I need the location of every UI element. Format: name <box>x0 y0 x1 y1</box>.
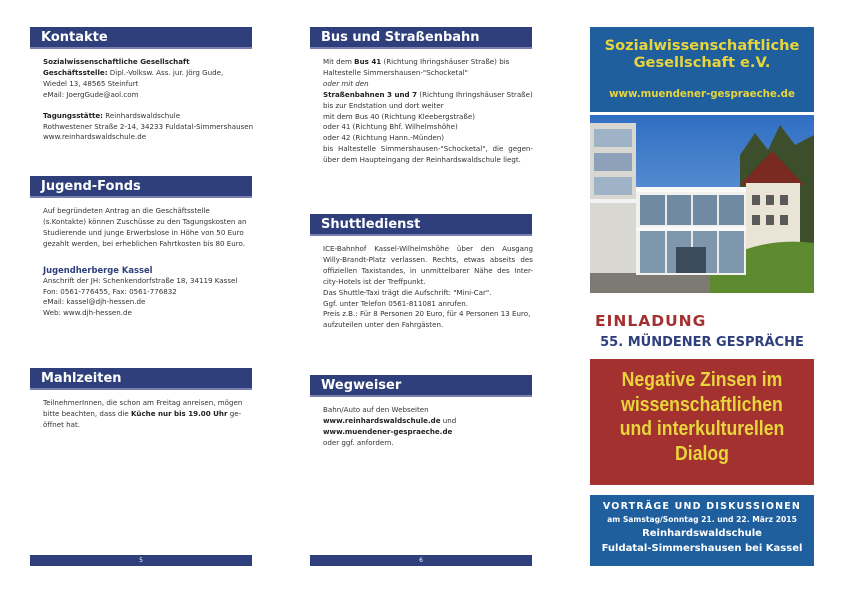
shuttle-line: Willy-Brandt-Platz verlassen. Rechts, etwas abseits des <box>323 254 533 264</box>
topic-line: Negative Zinsen im <box>621 368 783 391</box>
event-date: am Samstag/Sonntag 21. und 22. März 2015 <box>607 515 797 524</box>
wegweiser-text <box>323 405 533 449</box>
mahlzeiten-text <box>43 398 258 431</box>
kontakte-web-link[interactable]: www.reinhardswaldschule.de <box>43 132 147 142</box>
kontakte-tag-name: Reinhardswaldschule <box>103 110 181 120</box>
fonds-line: Auf begründeten Antrag an die Geschäftsstelle <box>43 206 210 215</box>
kontakte-address: Wiedel 13, 48565 Steinfurt <box>43 78 139 88</box>
kontakte-email: eMail: JoergGude@aol.com <box>43 89 139 99</box>
jh-email[interactable]: eMail: kassel@djh-hessen.de <box>43 297 146 307</box>
bus-line: mit dem Bus 40 (Richtung Kleebergstraße) <box>323 111 475 121</box>
bus-oder: oder mit den <box>323 78 369 88</box>
building-illustration <box>590 115 814 293</box>
jh-web[interactable]: Web: www.djh-hessen.de <box>43 308 132 318</box>
wegweiser-heading: Wegweiser <box>310 375 532 397</box>
org-name-line2: Gesellschaft e.V. <box>633 54 771 71</box>
tram-post: (Richtung Ihringshäuser Straße) <box>417 89 533 99</box>
event-place: Fuldatal-Simmershausen bei Kassel <box>601 543 803 554</box>
topic-line: Dialog <box>675 441 729 465</box>
kontakte-org: Sozialwissenschaftliche Gesellschaft <box>43 57 190 66</box>
bus-line: oder 41 (Richtung Bhf. Wilhelmshöhe) <box>323 122 458 132</box>
event-venue: Reinhardswaldschule <box>642 528 762 539</box>
shuttle-line: aufzuteilen unter den Fahrgästen. <box>323 320 444 330</box>
wegweiser-und: und <box>440 415 457 425</box>
shuttle-text <box>323 244 533 331</box>
bus-line: bis zur Endstation und dort weiter <box>323 100 444 110</box>
mahlzeiten-heading: Mahlzeiten <box>30 368 252 390</box>
org-name-line1: Sozialwissenschaftliche <box>604 37 800 54</box>
mahlzeiten-line: öffnet hat. <box>43 419 81 429</box>
wegweiser-web2[interactable]: www.muendener-gespraeche.de <box>323 426 453 436</box>
kontakte-text <box>43 57 258 143</box>
topic-line: wissenschaftlichen <box>621 392 783 416</box>
bus-number: Bus 41 <box>354 57 382 66</box>
vortraege-label: VORTRÄGE UND DISKUSSIONEN <box>602 501 802 512</box>
kontakte-tag-label: Tagungsstätte: <box>43 110 104 120</box>
einladung-title: EINLADUNG <box>595 312 707 330</box>
mahlzeiten-line: TeilnehmerInnen, die schon am Freitag anreisen, mögen <box>43 398 243 407</box>
shuttle-line: Das Shuttle-Taxi trägt die Aufschrift: "Mini-Car". <box>323 287 492 297</box>
bus-line: Haltestelle Simmershausen-"Schocketal" <box>323 67 468 77</box>
fonds-line: (s.Kontakte) können Zuschüsse zu den Tagungskosten an <box>43 216 247 226</box>
topic-box <box>590 359 814 485</box>
bus-line: bis Haltestelle Simmershausen-"Schocketal", die gegen- <box>323 144 533 154</box>
kontakte-heading: Kontakte <box>30 27 252 49</box>
org-name <box>590 37 814 71</box>
shuttle-line: ICE-Bahnhof Kassel-Wilhelmshöhe über den Ausgang <box>323 244 533 253</box>
jugend-fonds-text <box>43 206 258 319</box>
bus-heading: Bus und Straßenbahn <box>310 27 532 49</box>
wegweiser-line: oder ggf. anfordern. <box>323 437 394 447</box>
page-number-middle: 6 <box>310 555 532 566</box>
bus-text <box>323 57 533 166</box>
mahlzeiten-pre: bitte beachten, dass die <box>43 408 132 418</box>
topic-title <box>606 368 799 466</box>
shuttle-line: city-Hotels ist der Treffpunkt. <box>323 276 426 286</box>
building-photo <box>590 115 814 293</box>
shuttle-line: offiziellen Taxistandes, in unmittelbarer Nähe des Inter- <box>323 265 533 275</box>
bus-pre: Mit dem <box>323 57 355 66</box>
topic-line: und interkulturellen <box>619 417 785 440</box>
bus-line: oder 42 (Richtung Hann.-Münden) <box>323 133 444 143</box>
org-title-box <box>590 27 814 112</box>
jugend-fonds-heading: Jugend-Fonds <box>30 176 252 198</box>
event-info-box <box>590 495 814 566</box>
kueche-hours: Küche nur bis 19.00 Uhr <box>131 408 228 418</box>
shuttle-heading: Shuttledienst <box>310 214 532 236</box>
org-website[interactable]: www.muendener-gespraeche.de <box>609 89 795 100</box>
shuttle-phone: Ggf. unter Telefon 0561-811081 anrufen. <box>323 298 469 308</box>
tram-number: Straßenbahnen 3 und 7 <box>323 89 418 99</box>
fonds-line: Studierende und junge Erwerbslose in Höhe von 50 Euro <box>43 227 244 237</box>
wegweiser-line: Bahn/Auto auf den Webseiten <box>323 405 429 414</box>
mahlzeiten-post: ge- <box>227 408 242 418</box>
bus-post: (Richtung Ihringshäuser Straße) bis <box>381 57 510 66</box>
jh-line: Fon: 0561-776455, Fax: 0561-776832 <box>43 286 177 296</box>
bus-line: über dem Haupteingang der Reinhardswaldschule liegt. <box>323 155 521 165</box>
wegweiser-web1[interactable]: www.reinhardswaldschule.de <box>323 415 441 425</box>
page-number-left: 5 <box>30 555 252 566</box>
edition-title: 55. MÜNDENER GESPRÄCHE <box>600 335 804 350</box>
jh-line: Anschrift der JH: Schenkendorfstraße 18, 34119 Kassel <box>43 275 238 285</box>
kontakte-tag-address: Rothwestener Straße 2-14, 34233 Fuldatal-Simmershausen <box>43 121 254 131</box>
kontakte-gs-name: Dipl.-Volksw. Ass. jur. Jörg Gude, <box>107 67 224 77</box>
fonds-line: gezahlt werden, bei erheblichen Fahrtkosten bis 80 Euro. <box>43 238 246 248</box>
kontakte-gs-label: Geschäftsstelle: <box>43 67 108 77</box>
jugendherberge-title: Jugendherberge Kassel <box>43 264 153 275</box>
shuttle-line: Preis z.B.: Für 8 Personen 20 Euro, für 4 Personen 13 Euro, <box>323 309 531 319</box>
